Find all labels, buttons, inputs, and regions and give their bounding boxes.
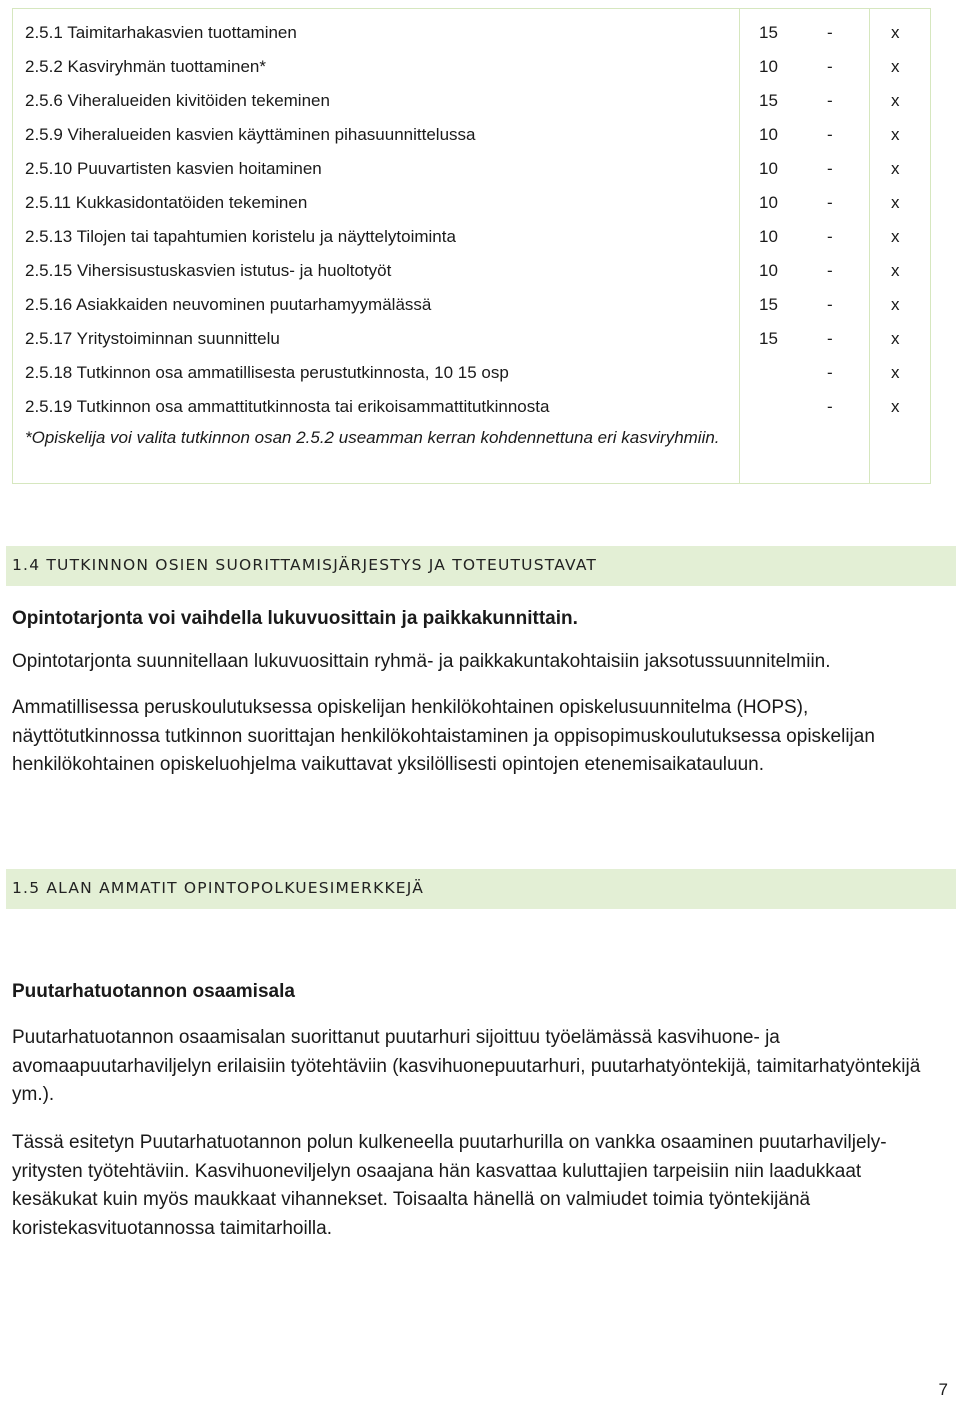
unit-name: 2.5.6 Viheralueiden kivitöiden tekeminen xyxy=(25,91,330,110)
section-heading: 1.4 TUTKINNON OSIEN SUORITTAMISJÄRJESTYS JA TOTEUTUSTAVAT xyxy=(12,556,598,574)
dash-cell: - xyxy=(827,159,833,178)
dash-cell: - xyxy=(827,23,833,42)
credit-points: 10 xyxy=(759,193,778,212)
unit-name: 2.5.2 Kasviryhmän tuottaminen* xyxy=(25,57,266,76)
unit-name: 2.5.15 Vihersisustuskasvien istutus- ja huoltotyöt xyxy=(25,261,392,280)
mark-cell: x xyxy=(891,125,900,144)
dash-cell: - xyxy=(827,261,833,280)
table-row xyxy=(13,49,932,83)
mark-cell: x xyxy=(891,193,900,212)
unit-name: 2.5.10 Puuvartisten kasvien hoitaminen xyxy=(25,159,322,178)
unit-name: 2.5.17 Yritystoiminnan suunnittelu xyxy=(25,329,280,348)
dash-cell: - xyxy=(827,329,833,348)
table-row xyxy=(13,83,932,117)
mark-cell: x xyxy=(891,91,900,110)
dash-cell: - xyxy=(827,227,833,246)
mark-cell: x xyxy=(891,329,900,348)
mark-cell: x xyxy=(891,23,900,42)
subheading: Puutarhatuotannon osaamisala xyxy=(12,981,295,1002)
mark-cell: x xyxy=(891,159,900,178)
credit-points: 10 xyxy=(759,57,778,76)
credit-points: 10 xyxy=(759,261,778,280)
dash-cell: - xyxy=(827,397,833,416)
paragraph: Ammatillisessa peruskoulutuksessa opiskelijan henkilökohtainen opiskelusuunnitelma (HOPS), näyttötutkinnossa tutkinnon suorittajan henkilökohtaistaminen ja oppisopimuskoulutuksessa opiskelijan henkilökohtainen opiskeluohjelma vaikuttavat yksilöllisesti opintojen etenemisaikatauluun. xyxy=(12,697,875,775)
table-row xyxy=(13,151,932,185)
section-heading-band xyxy=(6,546,956,586)
unit-name: 2.5.16 Asiakkaiden neuvominen puutarhamyymälässä xyxy=(25,295,432,314)
paragraph: Tässä esitetyn Puutarhatuotannon polun kulkeneella puutarhurilla on vankka osaaminen puutarhaviljely-yritysten työtehtäviin. Kasvihuoneviljelyn osaajana hän kasvattaa kuluttajien tarpeisiin niin laadukkaat kesäkukat kuin myös maukkaat vihannekset. Toisaalta hänellä on valmiudet toimia työntekijänä koristekasvituotannossa taimitarhoilla. xyxy=(12,1132,887,1239)
dash-cell: - xyxy=(827,57,833,76)
table-row xyxy=(13,15,932,49)
unit-name: 2.5.13 Tilojen tai tapahtumien koristelu ja näyttelytoiminta xyxy=(25,227,456,246)
table-row xyxy=(13,321,932,355)
unit-name: 2.5.19 Tutkinnon osa ammattitutkinnosta tai erikoisammattitutkinnosta xyxy=(25,397,550,416)
dash-cell: - xyxy=(827,363,833,382)
table-row xyxy=(13,185,932,219)
credit-points: 15 xyxy=(759,295,778,314)
mark-cell: x xyxy=(891,227,900,246)
page-number: 7 xyxy=(938,1380,948,1399)
credit-points: 10 xyxy=(759,227,778,246)
unit-name: 2.5.1 Taimitarhakasvien tuottaminen xyxy=(25,23,297,42)
table-row xyxy=(13,355,932,389)
mark-cell: x xyxy=(891,261,900,280)
credit-points: 15 xyxy=(759,23,778,42)
credit-points: 15 xyxy=(759,91,778,110)
table-row xyxy=(13,287,932,321)
credit-points: 10 xyxy=(759,125,778,144)
unit-name: 2.5.9 Viheralueiden kasvien käyttäminen pihasuunnittelussa xyxy=(25,125,476,144)
dash-cell: - xyxy=(827,91,833,110)
credit-points: 10 xyxy=(759,159,778,178)
table-row xyxy=(13,389,932,423)
mark-cell: x xyxy=(891,295,900,314)
mark-cell: x xyxy=(891,363,900,382)
section-heading: 1.5 ALAN AMMATIT OPINTOPOLKUESIMERKKEJÄ xyxy=(12,879,425,897)
table-footnote: *Opiskelija voi valita tutkinnon osan 2.5.2 useamman kerran kohdennettuna eri kasviryhmiin. xyxy=(25,428,720,447)
unit-name: 2.5.18 Tutkinnon osa ammatillisesta perustutkinnosta, 10 15 osp xyxy=(25,363,509,382)
section-heading-band xyxy=(6,869,956,909)
dash-cell: - xyxy=(827,295,833,314)
paragraph: Puutarhatuotannon osaamisalan suorittanut puutarhuri sijoittuu työelämässä kasvihuone- ja avomaapuutarhaviljelyn erilaisiin työtehtäviin (kasvihuonepuutarhuri, puutarhatyöntekijä, taimitarhatyöntekijä ym.). xyxy=(12,1027,921,1105)
paragraph: Opintotarjonta suunnitellaan lukuvuosittain ryhmä- ja paikkakuntakohtaisiin jaksotussuunnitelmiin. xyxy=(12,651,831,672)
unit-name: 2.5.11 Kukkasidontatöiden tekeminen xyxy=(25,193,308,212)
table-row xyxy=(13,117,932,151)
mark-cell: x xyxy=(891,397,900,416)
dash-cell: - xyxy=(827,125,833,144)
credit-points: 15 xyxy=(759,329,778,348)
table-row xyxy=(13,253,932,287)
table-row xyxy=(13,219,932,253)
section-lead: Opintotarjonta voi vaihdella lukuvuosittain ja paikkakunnittain. xyxy=(12,608,578,629)
mark-cell: x xyxy=(891,57,900,76)
dash-cell: - xyxy=(827,193,833,212)
qualification-units-table xyxy=(12,8,931,484)
